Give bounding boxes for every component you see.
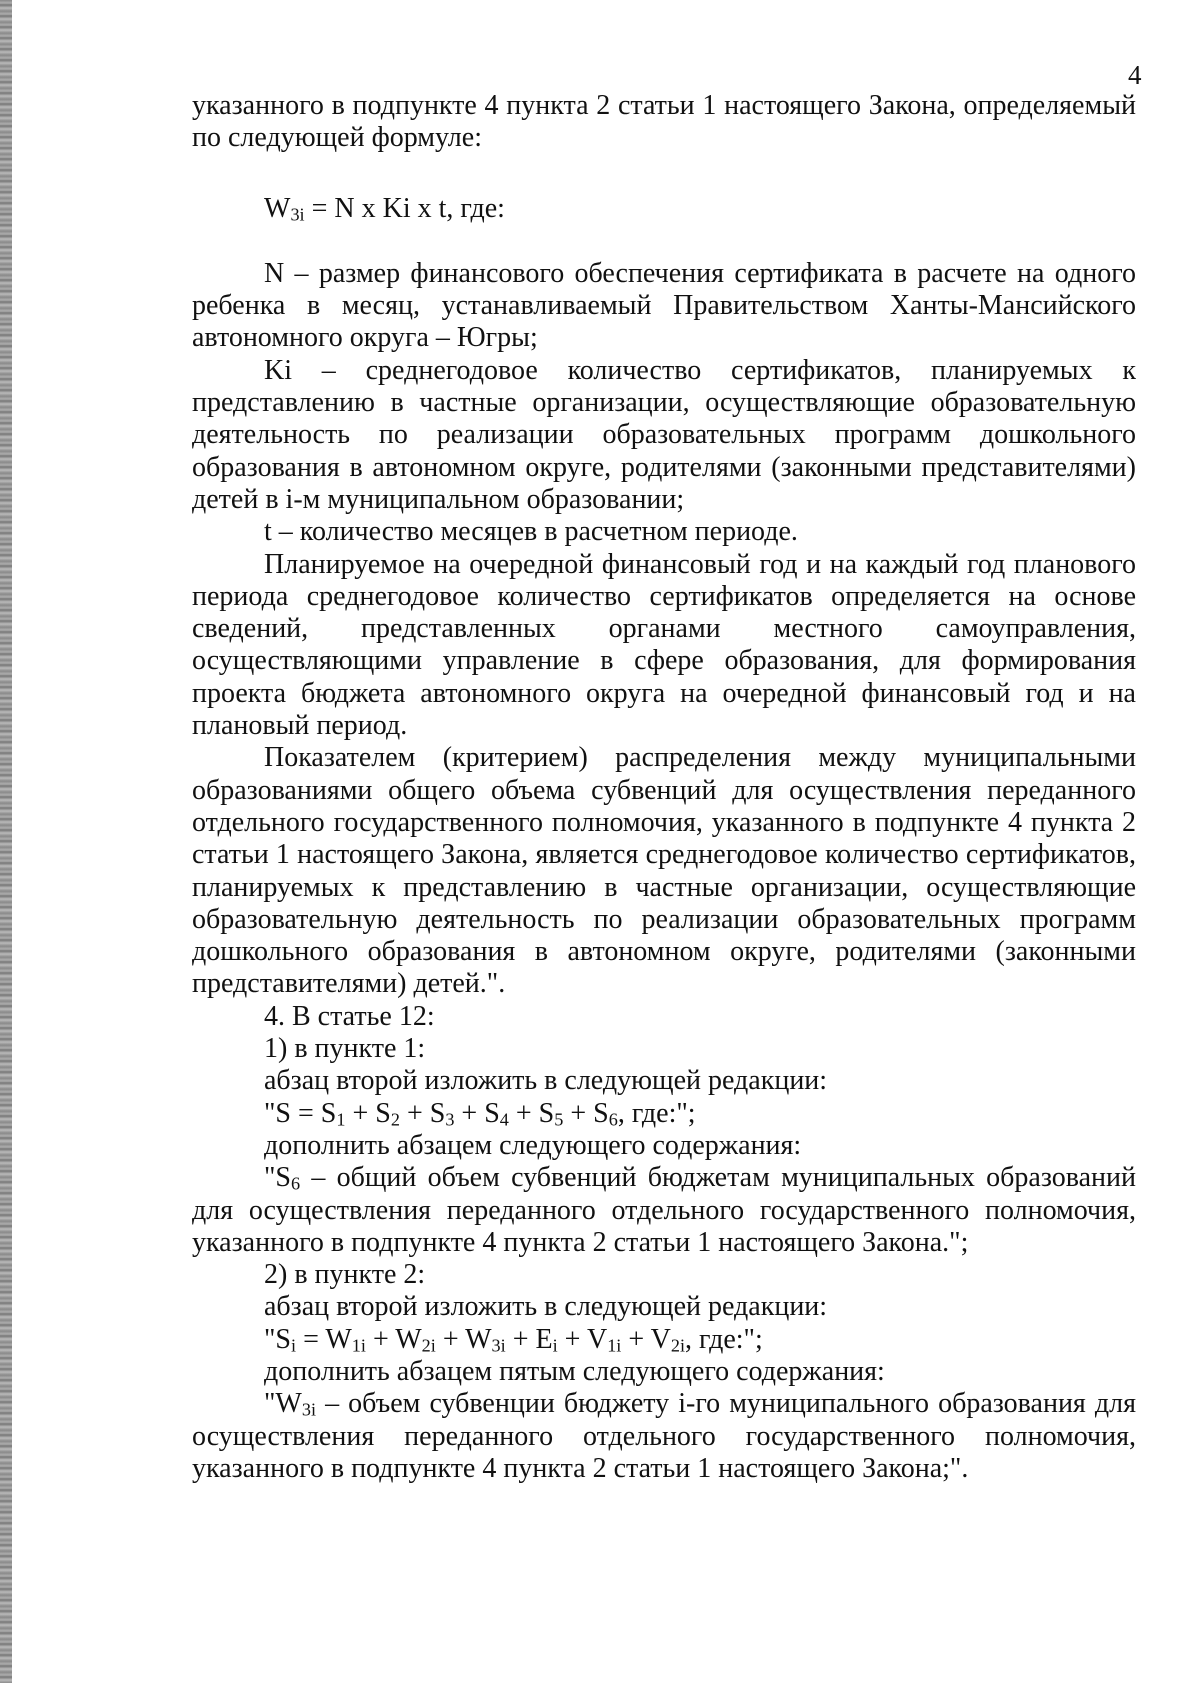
paragraph	[192, 1388, 1136, 1485]
subscript: 1i	[607, 1334, 622, 1355]
text-run: "W	[264, 1388, 302, 1420]
text-run: + V	[621, 1323, 671, 1355]
paragraph	[192, 1291, 1136, 1323]
subscript: 2i	[670, 1334, 686, 1355]
text-run: "S	[264, 1323, 292, 1355]
subscript: 3i	[290, 203, 305, 224]
text-run: + V	[557, 1323, 608, 1355]
text-run: + E	[505, 1323, 553, 1355]
text-run: 1) в пункте 1:	[264, 1033, 426, 1065]
paragraph	[192, 1356, 1136, 1388]
formula-paragraph	[192, 193, 1136, 225]
paragraph	[192, 1065, 1136, 1097]
subscript: 1i	[351, 1334, 366, 1355]
text-run: дополнить абзацем следующего содержания:	[264, 1129, 802, 1161]
paragraph	[192, 1033, 1136, 1065]
text-run: Планируемое на очередной финансовый год и на каждый год планового периода среднегодовое количество сертификатов определяется на основе сведений, представленных органами местного самоуправления, осуществляющими управление в сфере образования, для формирования проекта бюджета автономного округа на очередной финансовый год и на плановый период.	[192, 548, 1136, 742]
text-run: = W	[296, 1323, 352, 1355]
text-run: + S	[399, 1097, 446, 1129]
subscript: 3i	[491, 1334, 506, 1355]
text-run: + S	[563, 1097, 609, 1129]
subscript: 2	[390, 1108, 400, 1129]
subscript: 3	[445, 1108, 455, 1129]
text-run: "S	[264, 1162, 292, 1194]
page-number: 4	[1128, 60, 1142, 90]
subscript: 2i	[421, 1334, 436, 1355]
text-run: + W	[435, 1323, 492, 1355]
text-run: 2) в пункте 2:	[264, 1259, 426, 1291]
text-run: абзац второй изложить в следующей редакции:	[264, 1291, 828, 1323]
paragraph	[192, 1001, 1136, 1033]
paragraph	[192, 516, 1136, 548]
text-run: Ki – среднегодовое количество сертификатов, планируемых к представлению в частные организации, осуществляющие образовательную деятельность по реализации образовательных программ дошкольного образования в автономном округе, родителями (законными представителями) детей в i-м муниципальном образовании;	[192, 354, 1136, 515]
text-run: + S	[508, 1097, 555, 1129]
subscript: 6	[291, 1173, 301, 1194]
text-run: + S	[454, 1097, 500, 1129]
text-run: указанного в подпункте 4 пункта 2 статьи 1 настоящего Закона, определяемый по следующей формуле:	[192, 90, 1136, 154]
subscript: i	[552, 1334, 558, 1355]
text-run: "S = S	[264, 1097, 337, 1129]
text-run: = N x Ki x t, где:	[304, 192, 505, 224]
subscript: 3i	[301, 1399, 317, 1420]
paragraph	[192, 1324, 1136, 1356]
text-run: Показателем (критерием) распределения между муниципальными образованиями общего объема субвенций для осуществления переданного отдельного государственного полномочия, указанного в подпункте 4 пункта 2 статьи 1 настоящего Закона, является среднегодовое количество сертификатов, планируемых к представлению в частные организации, осуществляющие образовательную деятельность по реализации образовательных программ дошкольного образования в автономном округе, родителями (законными представителями) детей.".	[192, 742, 1136, 1000]
subscript: 6	[608, 1108, 618, 1129]
paragraph	[192, 1162, 1136, 1259]
text-run: + W	[365, 1323, 422, 1355]
text-run: , где:";	[685, 1323, 763, 1355]
text-run: t – количество месяцев в расчетном периоде.	[264, 516, 798, 548]
text-run: W	[264, 192, 291, 224]
text-run: – объем субвенции бюджету i-го муниципального образования для осуществления переданного отдельного государственного полномочия, указанного в подпункте 4 пункта 2 статьи 1 настоящего Закона;".	[192, 1388, 1136, 1484]
text-run: , где:";	[617, 1097, 696, 1129]
paragraph	[192, 742, 1136, 1000]
paragraph	[192, 1130, 1136, 1162]
subscript: i	[291, 1334, 297, 1355]
text-run: дополнить абзацем пятым следующего содержания:	[264, 1355, 885, 1387]
paragraph	[192, 258, 1136, 355]
paragraph	[192, 1259, 1136, 1291]
text-run: 4. В статье 12:	[264, 1000, 435, 1032]
subscript: 5	[554, 1108, 564, 1129]
text-run: + S	[345, 1097, 391, 1129]
paragraph	[192, 355, 1136, 516]
body-text	[192, 90, 1136, 1485]
paragraph	[192, 1098, 1136, 1130]
text-run: – общий объем субвенций бюджетам муниципальных образований для осуществления переданного отдельного государственного полномочия, указанного в подпункте 4 пункта 2 статьи 1 настоящего Закона.";	[192, 1162, 1136, 1258]
text-run: абзац второй изложить в следующей редакции:	[264, 1065, 828, 1097]
subscript: 1	[336, 1108, 346, 1129]
subscript: 4	[499, 1108, 509, 1129]
paragraph	[192, 90, 1136, 155]
text-run: N – размер финансового обеспечения сертификата в расчете на одного ребенка в месяц, устанавливаемый Правительством Ханты-Мансийского автономного округа – Югры;	[192, 257, 1136, 354]
paragraph	[192, 549, 1136, 743]
scan-edge-artifact	[0, 0, 12, 1683]
